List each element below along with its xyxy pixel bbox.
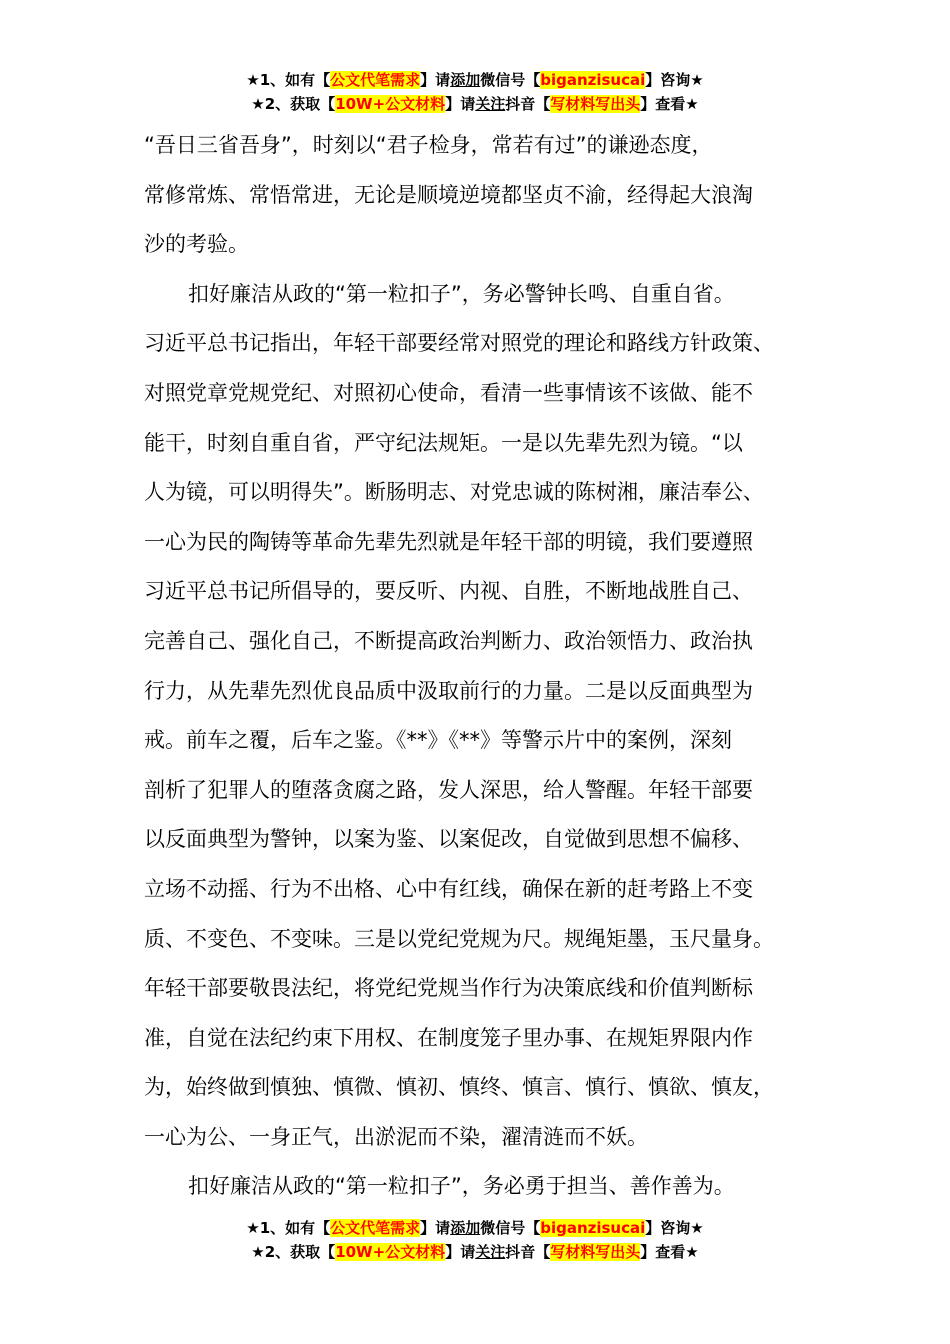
promo-text: 】请 xyxy=(445,1243,476,1261)
promo-text: 】请 xyxy=(445,95,476,113)
body-text-line: 年轻干部要敬畏法纪，将党纪党规当作行为决策底线和价值判断标 xyxy=(144,976,753,1001)
body-text-line: 沙的考验。 xyxy=(144,232,249,257)
body-text-line: 扣好廉洁从政的“第一粒扣子”，务必警钟长鸣、自重自省。 xyxy=(188,281,735,306)
promo-text: ★2、获取【 xyxy=(251,1243,336,1261)
promo-text: 】请 xyxy=(420,1219,451,1237)
promo-highlight: biganzisucai xyxy=(540,71,646,89)
promo-line-2 xyxy=(0,92,950,116)
body-text-line: 行力，从先辈先烈优良品质中汲取前行的力量。二是以反面典型为 xyxy=(144,678,753,703)
promo-emphasis: 添加 xyxy=(450,1219,481,1237)
body-text-line: 习近平总书记所倡导的，要反听、内视、自胜，不断地战胜自己、 xyxy=(144,579,753,604)
promo-text: 抖音【 xyxy=(505,1243,551,1261)
promo-line-1 xyxy=(0,68,950,92)
body-text-line: 以反面典型为警钟，以案为鉴、以案促改，自觉做到思想不偏移、 xyxy=(144,827,753,852)
body-text-line: 对照党章党规党纪、对照初心使命，看清一些事情该不该做、能不 xyxy=(144,380,753,405)
promo-text: 微信号【 xyxy=(480,71,541,89)
body-text-line: 完善自己、强化自己，不断提高政治判断力、政治领悟力、政治执 xyxy=(144,628,753,653)
footer-promo-banner xyxy=(0,1216,950,1264)
promo-highlight: 公文代笔需求 xyxy=(330,1219,421,1237)
body-text-line: 质、不变色、不变味。三是以党纪党规为尺。规绳矩墨，玉尺量身。 xyxy=(144,926,774,951)
body-text-line: 为，始终做到慎独、慎微、慎初、慎终、慎言、慎行、慎欲、慎友， xyxy=(144,1075,774,1100)
promo-highlight: 公文代笔需求 xyxy=(330,71,421,89)
promo-emphasis: 添加 xyxy=(450,71,481,89)
body-text-line: 扣好廉洁从政的“第一粒扣子”，务必勇于担当、善作善为。 xyxy=(188,1174,735,1199)
document-body xyxy=(144,121,834,1212)
promo-line-1 xyxy=(0,1216,950,1240)
promo-text: 】咨询★ xyxy=(645,1219,704,1237)
promo-text: 微信号【 xyxy=(480,1219,541,1237)
body-text-line: 剖析了犯罪人的堕落贪腐之路，发人深思，给人警醒。年轻干部要 xyxy=(144,777,753,802)
body-text-line: 立场不动摇、行为不出格、心中有红线，确保在新的赶考路上不变 xyxy=(144,876,753,901)
promo-highlight: biganzisucai xyxy=(540,1219,646,1237)
body-text-line: 准，自觉在法纪约束下用权、在制度笼子里办事、在规矩界限内作 xyxy=(144,1025,753,1050)
promo-text: ★1、如有【 xyxy=(246,71,331,89)
promo-emphasis: 关注 xyxy=(475,95,506,113)
body-text-line: 能干，时刻自重自省，严守纪法规矩。一是以先辈先烈为镜。“以 xyxy=(144,430,743,455)
promo-text: ★1、如有【 xyxy=(246,1219,331,1237)
body-text-line: 常修常炼、常悟常进，无论是顺境逆境都坚贞不渝，经得起大浪淘 xyxy=(144,182,753,207)
promo-text: 】咨询★ xyxy=(645,71,704,89)
promo-emphasis: 关注 xyxy=(475,1243,506,1261)
promo-text: 抖音【 xyxy=(505,95,551,113)
body-text-line: 人为镜，可以明得失”。断肠明志、对党忠诚的陈树湘，廉洁奉公、 xyxy=(144,480,764,505)
body-text-line: “吾日三省吾身”，时刻以“君子检身，常若有过”的谦逊态度， xyxy=(144,133,713,157)
body-text-line: 习近平总书记指出，年轻干部要经常对照党的理论和路线方针政策、 xyxy=(144,331,774,356)
promo-highlight: 写材料写出头 xyxy=(550,95,641,113)
body-text-line: 一心为民的陶铸等革命先辈先烈就是年轻干部的明镜，我们要遵照 xyxy=(144,529,753,554)
promo-text: 】查看★ xyxy=(640,1243,699,1261)
promo-text: ★2、获取【 xyxy=(251,95,336,113)
promo-highlight: 10W+公文材料 xyxy=(335,95,446,113)
body-text-line: 戒。前车之覆，后车之鉴。《**》《**》等警示片中的案例，深刻 xyxy=(144,728,732,753)
body-text-line: 一心为公、一身正气，出淤泥而不染，濯清涟而不妖。 xyxy=(144,1124,648,1149)
promo-line-2 xyxy=(0,1240,950,1264)
promo-text: 】请 xyxy=(420,71,451,89)
header-promo-banner xyxy=(0,68,950,116)
promo-text: 】查看★ xyxy=(640,95,699,113)
promo-highlight: 写材料写出头 xyxy=(550,1243,641,1261)
promo-highlight: 10W+公文材料 xyxy=(335,1243,446,1261)
